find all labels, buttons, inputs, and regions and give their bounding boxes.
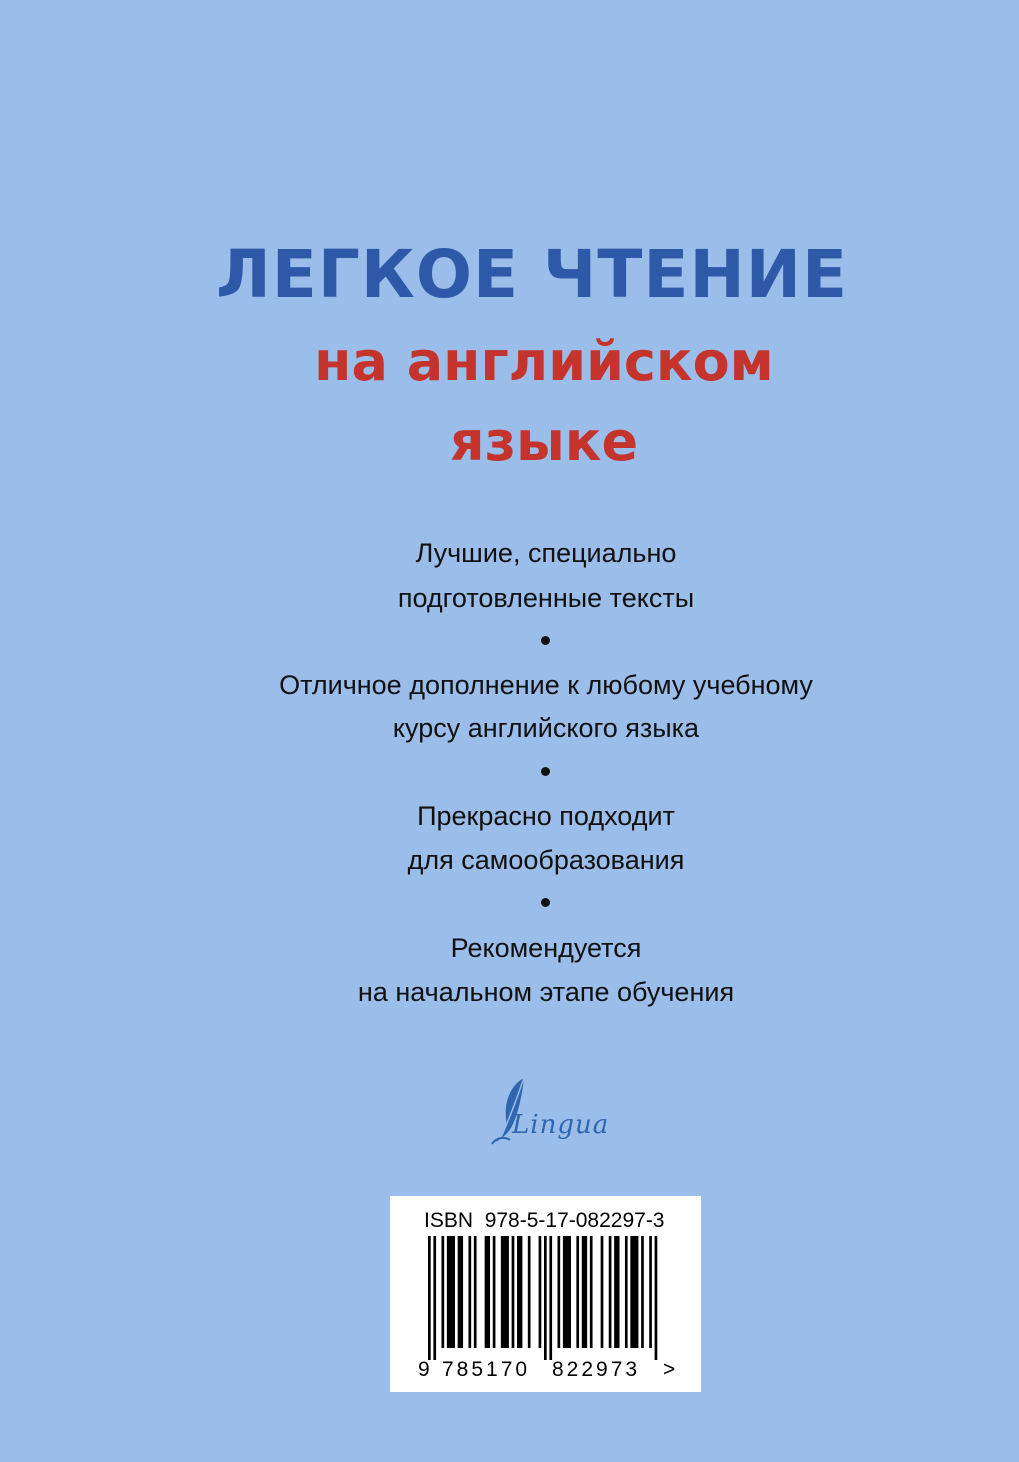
isbn-label: ISBN — [424, 1209, 474, 1232]
barcode-first-digit: 9 — [418, 1358, 430, 1381]
barcode-bar — [501, 1236, 509, 1348]
barcode-bar — [641, 1236, 644, 1348]
barcode-bar — [468, 1236, 471, 1348]
isbn-text — [424, 1208, 665, 1234]
barcode-bar — [630, 1236, 638, 1348]
barcode-bar — [576, 1236, 579, 1348]
publisher-logo-text: Lingua — [512, 1110, 610, 1140]
feature-2-line-2: курсу английского языка — [392, 713, 700, 743]
barcode-bar — [428, 1236, 431, 1360]
barcode-bar — [625, 1236, 628, 1348]
barcode-digits — [390, 1358, 701, 1390]
barcode-bar — [517, 1236, 522, 1348]
barcode-bar — [609, 1236, 612, 1348]
barcode-bar — [528, 1236, 531, 1348]
isbn-number: 978-5-17-082297-3 — [484, 1209, 665, 1232]
isbn-barcode — [390, 1196, 701, 1392]
feature-3-line-1: Прекрасно подходит — [417, 801, 675, 831]
barcode-bar — [441, 1236, 444, 1348]
title-line-3: языке — [449, 410, 639, 473]
barcode-bar — [549, 1236, 552, 1360]
barcode-bar — [590, 1236, 593, 1348]
barcode-bar — [512, 1236, 515, 1348]
bullet-separator — [541, 636, 550, 645]
barcode-left-digits: 785170 — [442, 1358, 531, 1381]
bullet-separator — [541, 767, 550, 776]
feature-4-line-1: Рекомендуется — [450, 933, 642, 963]
feature-1-line-2: подготовленные тексты — [397, 583, 695, 613]
feature-4-line-2: на начальном этапе обучения — [357, 977, 735, 1007]
barcode-bar — [458, 1236, 463, 1348]
barcode-bar — [539, 1236, 542, 1348]
barcode-bar — [582, 1236, 587, 1348]
barcode-bars — [428, 1236, 660, 1360]
barcode-bar — [544, 1236, 547, 1360]
feature-3-line-2: для самообразования — [407, 845, 685, 875]
barcode-bar — [485, 1236, 490, 1348]
barcode-bar — [649, 1236, 652, 1348]
barcode-bar — [447, 1236, 455, 1348]
title-line-2: на английском — [314, 330, 774, 393]
publisher-logo — [482, 1074, 612, 1154]
barcode-bar — [433, 1236, 436, 1360]
barcode-right-digits: 822973 — [552, 1358, 641, 1381]
barcode-bar — [614, 1236, 619, 1348]
feature-2-line-1: Отличное дополнение к любому учебному — [279, 670, 813, 700]
bullet-separator — [541, 898, 550, 907]
barcode-bar — [493, 1236, 496, 1348]
feature-1-line-1: Лучшие, специально — [415, 538, 677, 568]
barcode-bar — [557, 1236, 560, 1348]
barcode-bar — [563, 1236, 571, 1348]
barcode-bar — [655, 1236, 658, 1360]
title-line-1: ЛЕГКОЕ ЧТЕНИЕ — [215, 236, 849, 313]
barcode-bar — [601, 1236, 604, 1348]
barcode-quiet-zone-mark: > — [663, 1358, 676, 1381]
barcode-bar — [474, 1236, 477, 1348]
